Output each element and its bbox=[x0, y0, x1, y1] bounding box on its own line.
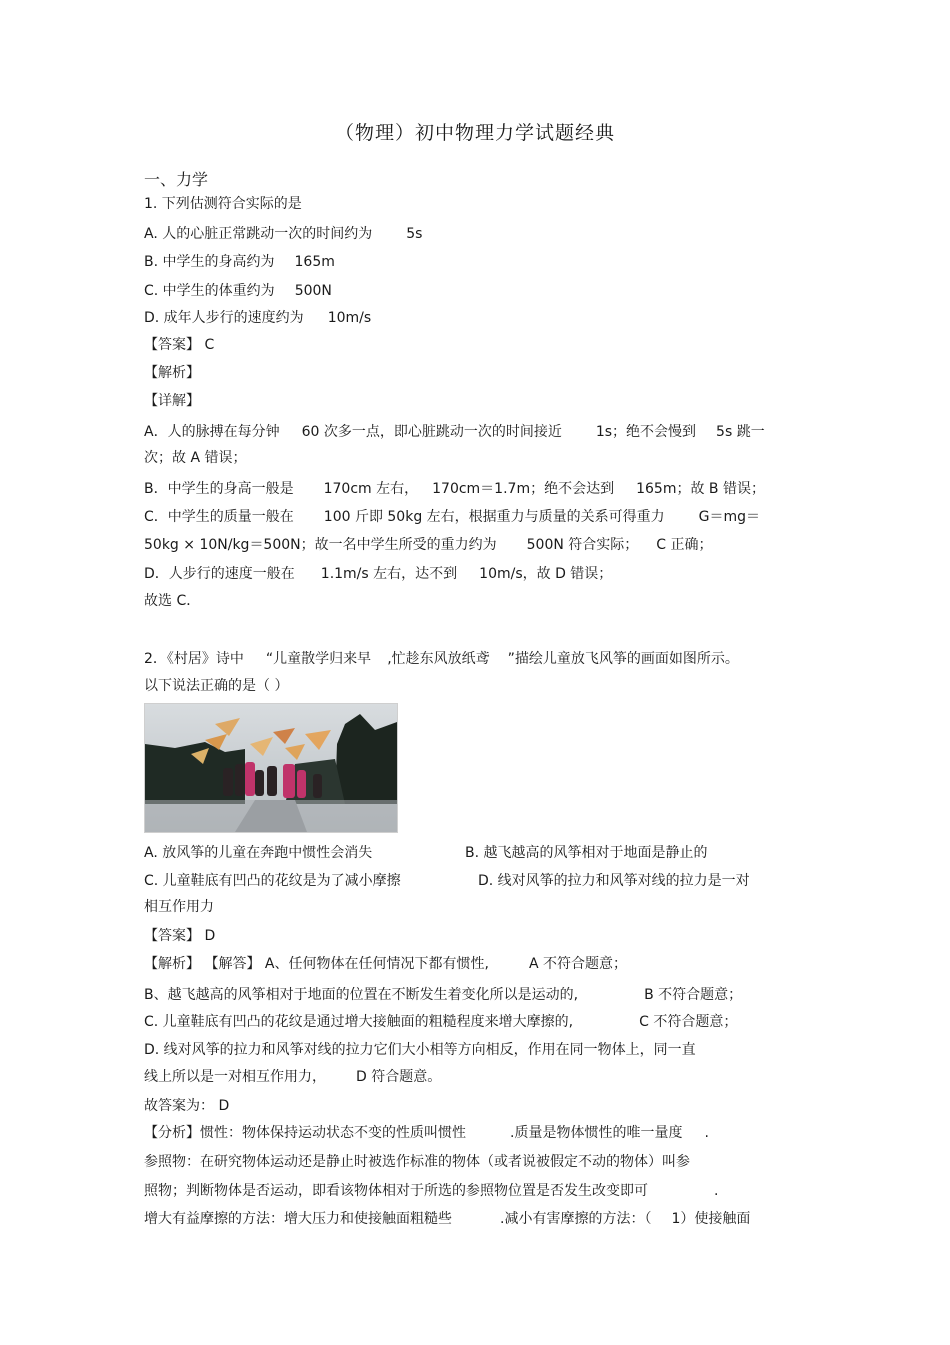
q2-option-d: D. 线对风筝的拉力和风筝对线的拉力是一对 bbox=[478, 873, 750, 889]
q1-explanation-c: C．中学生的质量一般在 100 斤即 50kg 左右，根据重力与质量的关系可得重力 G＝mg＝ bbox=[144, 509, 761, 525]
q2-final-answer: 故答案为： D bbox=[144, 1098, 230, 1114]
q1-conclusion: 故选 C． bbox=[144, 593, 201, 609]
q1-explanation-c-cont: 50kg × 10N/kg＝500N；故一名中学生所受的重力约为 500N 符合实际； C 正确； bbox=[144, 537, 713, 553]
q1-stem: 1. 下列估测符合实际的是 bbox=[144, 196, 302, 212]
q2-option-a: A. 放风筝的儿童在奔跑中惯性会消失 bbox=[144, 845, 373, 861]
q1-detail-label: 【详解】 bbox=[144, 393, 200, 409]
q2-analysis-inertia: 【分析】惯性：物体保持运动状态不变的性质叫惯性 .质量是物体惯性的唯一量度 . bbox=[144, 1125, 709, 1141]
q2-stem-cont: 以下说法正确的是（ ） bbox=[144, 678, 289, 694]
q2-solution-d-cont: 线上所以是一对相互作用力， D 符合题意。 bbox=[144, 1069, 442, 1085]
q2-analysis-reference-cont: 照物；判断物体是否运动，即看该物体相对于所选的参照物位置是否发生改变即可 . bbox=[144, 1183, 719, 1199]
q2-option-d-cont: 相互作用力 bbox=[144, 899, 214, 915]
kite-photo bbox=[144, 703, 398, 833]
q2-solution-c: C. 儿童鞋底有凹凸的花纹是通过增大接触面的粗糙程度来增大摩擦的, C 不符合题意； bbox=[144, 1014, 738, 1030]
q2-solution-a: 【解析】 【解答】 A、任何物体在任何情况下都有惯性, A 不符合题意； bbox=[144, 956, 627, 972]
q2-analysis-friction: 增大有益摩擦的方法：增大压力和使接触面粗糙些 .减小有害摩擦的方法：（ 1）使接触面 bbox=[144, 1211, 751, 1227]
q1-option-a: A. 人的心脏正常跳动一次的时间约为 5s bbox=[144, 226, 423, 242]
q1-explanation-b: B．中学生的身高一般是 170cm 左右， 170cm＝1.7m；绝不会达到 165m；故 B 错误； bbox=[144, 481, 765, 497]
q2-analysis-reference: 参照物：在研究物体运动还是静止时被选作标准的物体（或者说被假定不动的物体）叫参 bbox=[144, 1154, 690, 1170]
q2-stem: 2．《村居》诗中 “儿童散学归来早 ,忙趁东风放纸鸢 ”描绘儿童放飞风筝的画面如图所示。 bbox=[144, 651, 739, 667]
q1-option-d: D. 成年人步行的速度约为 10m/s bbox=[144, 310, 372, 326]
q1-analysis-label: 【解析】 bbox=[144, 365, 200, 381]
q2-option-c: C. 儿童鞋底有凹凸的花纹是为了减小摩擦 bbox=[144, 873, 401, 889]
document-title: （物理）初中物理力学试题经典 bbox=[334, 122, 615, 144]
section-heading: 一、力学 bbox=[144, 170, 209, 189]
q1-explanation-a-cont: 次；故 A 错误； bbox=[144, 450, 247, 466]
q2-solution-d: D. 线对风筝的拉力和风筝对线的拉力它们大小相等方向相反，作用在同一物体上，同一直 bbox=[144, 1042, 696, 1058]
q2-option-b: B. 越飞越高的风筝相对于地面是静止的 bbox=[465, 845, 708, 861]
q1-answer: 【答案】 C bbox=[144, 337, 215, 353]
q2-answer: 【答案】 D bbox=[144, 928, 216, 944]
q1-explanation-a: A．人的脉搏在每分钟 60 次多一点，即心脏跳动一次的时间接近 1s；绝不会慢到 5s 跳一 bbox=[144, 424, 765, 440]
q1-explanation-d: D．人步行的速度一般在 1.1m/s 左右，达不到 10m/s，故 D 错误； bbox=[144, 566, 613, 582]
q2-solution-b: B、越飞越高的风筝相对于地面的位置在不断发生着变化所以是运动的, B 不符合题意； bbox=[144, 987, 743, 1003]
q1-option-c: C. 中学生的体重约为 500N bbox=[144, 283, 332, 299]
q1-option-b: B. 中学生的身高约为 165m bbox=[144, 254, 335, 270]
